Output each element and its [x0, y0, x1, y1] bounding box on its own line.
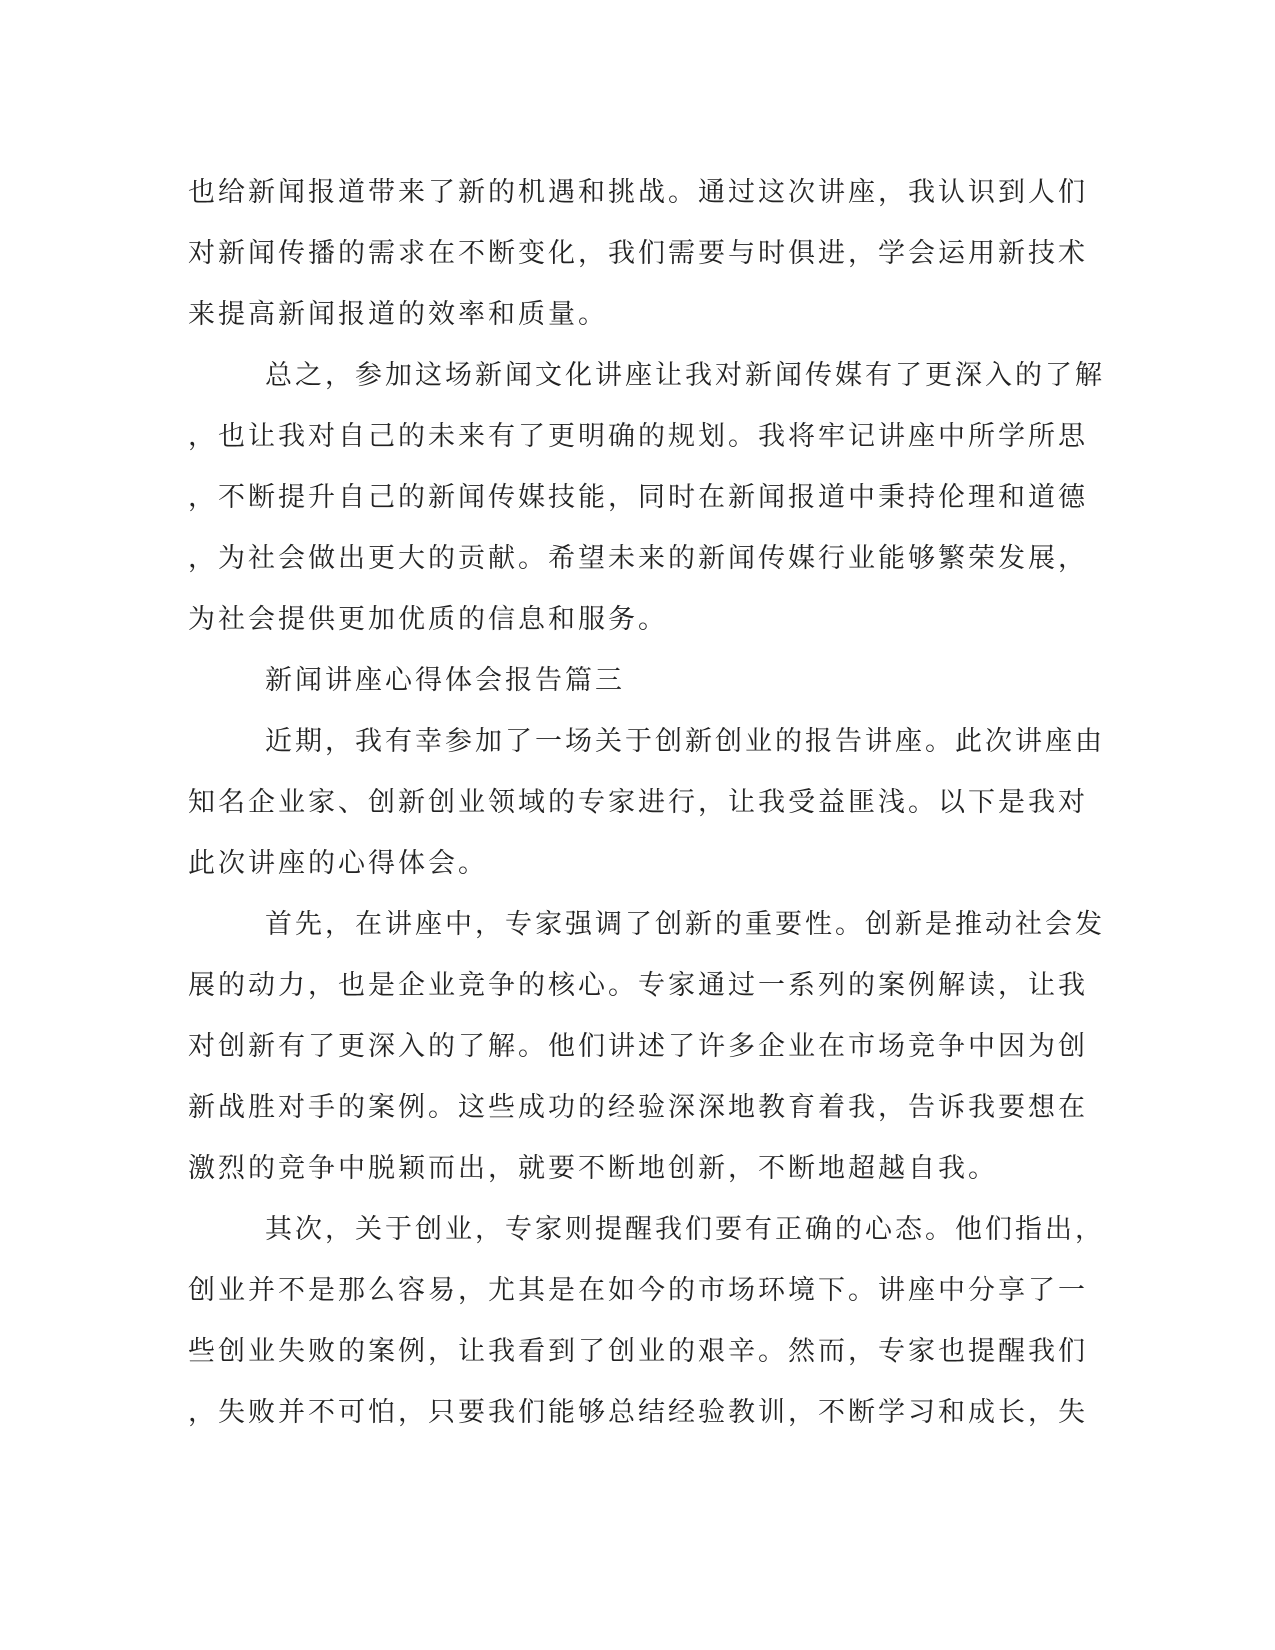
text-line: 对新闻传播的需求在不断变化，我们需要与时俱进，学会运用新技术 [188, 238, 1088, 269]
paragraph-start-line: 其次，关于创业，专家则提醒我们要有正确的心态。他们指出， [265, 1214, 1105, 1245]
text-line: ，失败并不可怕，只要我们能够总结经验教训，不断学习和成长，失 [188, 1397, 1088, 1428]
document-body [188, 162, 1105, 1443]
paragraph-start-line: 总之，参加这场新闻文化讲座让我对新闻传媒有了更深入的了解 [265, 360, 1105, 391]
text-line: 对创新有了更深入的了解。他们讲述了许多企业在市场竞争中因为创 [188, 1031, 1088, 1062]
text-line: ，也让我对自己的未来有了更明确的规划。我将牢记讲座中所学所思 [188, 421, 1088, 452]
paragraph-start-line: 首先，在讲座中，专家强调了创新的重要性。创新是推动社会发 [265, 909, 1105, 940]
text-line: ，为社会做出更大的贡献。希望未来的新闻传媒行业能够繁荣发展， [188, 543, 1088, 574]
text-line: ，不断提升自己的新闻传媒技能，同时在新闻报道中秉持伦理和道德 [188, 482, 1088, 513]
text-line: 些创业失败的案例，让我看到了创业的艰辛。然而，专家也提醒我们 [188, 1336, 1088, 1367]
text-line: 此次讲座的心得体会。 [188, 848, 488, 879]
text-line: 知名企业家、创新创业领域的专家进行，让我受益匪浅。以下是我对 [188, 787, 1088, 818]
text-line: 来提高新闻报道的效率和质量。 [188, 299, 608, 330]
text-line: 激烈的竞争中脱颖而出，就要不断地创新，不断地超越自我。 [188, 1153, 998, 1184]
text-line: 为社会提供更加优质的信息和服务。 [188, 604, 668, 635]
text-line: 展的动力，也是企业竞争的核心。专家通过一系列的案例解读，让我 [188, 970, 1088, 1001]
text-line: 也给新闻报道带来了新的机遇和挑战。通过这次讲座，我认识到人们 [188, 177, 1088, 208]
text-line: 创业并不是那么容易，尤其是在如今的市场环境下。讲座中分享了一 [188, 1275, 1088, 1306]
text-line: 新战胜对手的案例。这些成功的经验深深地教育着我，告诉我要想在 [188, 1092, 1088, 1123]
section-heading: 新闻讲座心得体会报告篇三 [265, 665, 625, 696]
paragraph-start-line: 近期，我有幸参加了一场关于创新创业的报告讲座。此次讲座由 [265, 726, 1105, 757]
